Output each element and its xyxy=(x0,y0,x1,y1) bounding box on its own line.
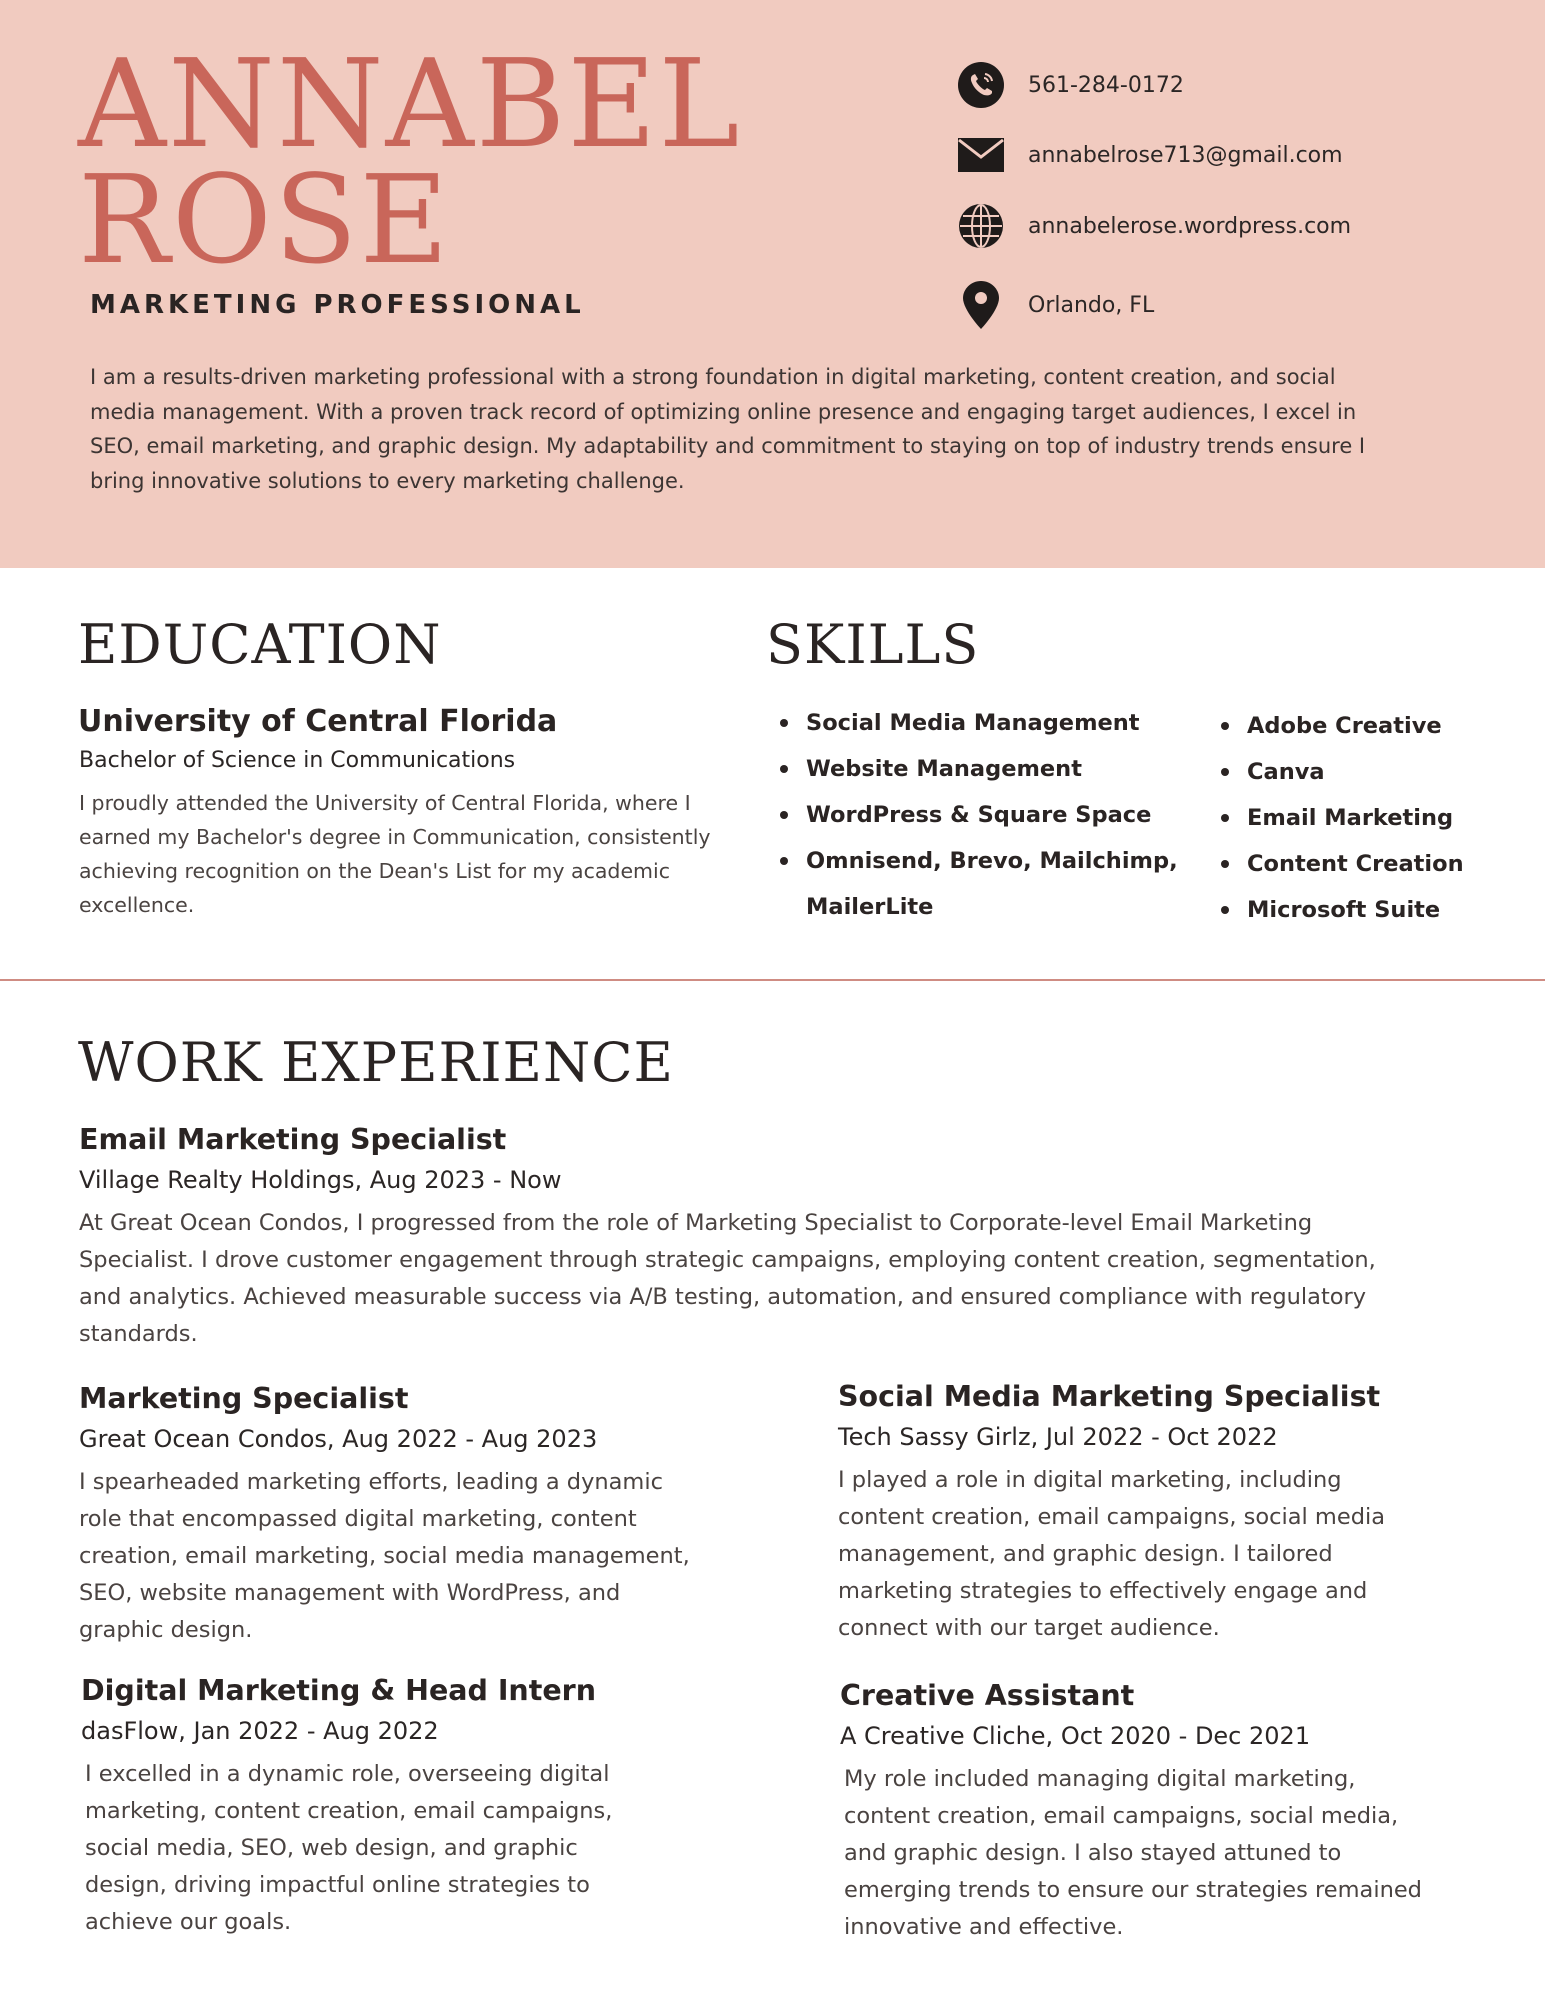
skills-list-right xyxy=(1219,703,1519,933)
name-last: ROSE xyxy=(78,149,451,291)
email-address[interactable]: annabelrose713@gmail.com xyxy=(1028,142,1343,168)
skill-item: WordPress & Square Space xyxy=(778,792,1198,838)
job-entry xyxy=(838,1378,1428,1647)
job-company-dates: A Creative Cliche, Oct 2020 - Dec 2021 xyxy=(840,1722,1311,1750)
profile-summary: I am a results-driven marketing professional with a strong foundation in digital marketing, content creation, and social media management. With a proven track record of optimizing online presence and engaging target audiences, I excel in SEO, email marketing, and graphic design. My adaptability and commitment to staying on top of industry trends ensure I bring innovative solutions to every marketing challenge. xyxy=(90,365,1366,493)
skill-item: Omnisend, Brevo, Mailchimp, MailerLite xyxy=(778,838,1198,930)
mail-icon xyxy=(956,130,1006,180)
job-entry xyxy=(79,1380,699,1649)
skill-item: Canva xyxy=(1219,749,1519,795)
job-title: Creative Assistant xyxy=(840,1679,1135,1712)
contact-website xyxy=(956,201,1351,251)
work-experience-heading: WORK EXPERIENCE xyxy=(78,1031,674,1094)
skills-heading: SKILLS xyxy=(766,613,980,676)
education-description: I proudly attended the University of Central Florida, where I earned my Bachelor's degree in Communication, consistently achieving recognition on the Dean's List for my academic excellence. xyxy=(79,791,711,917)
job-description: At Great Ocean Condos, I progressed from the role of Marketing Specialist to Corporate-level Email Marketing Specialist. I drove customer engagement through strategic campaigns, employing content creation, segmentation, and analytics. Achieved measurable success via A/B testing, automation, and ensured compliance with regulatory standards. xyxy=(79,1210,1376,1347)
phone-number[interactable]: 561-284-0172 xyxy=(1028,72,1184,98)
job-company-dates: Great Ocean Condos, Aug 2022 - Aug 2023 xyxy=(79,1425,598,1453)
contact-email xyxy=(956,130,1343,180)
skills-list-left xyxy=(778,700,1198,930)
website-url[interactable]: annabelerose.wordpress.com xyxy=(1028,213,1352,239)
job-description: My role included managing digital marketing, content creation, email campaigns, social media, and graphic design. I also stayed attuned to emerging trends to ensure our strategies remained innovative and effective. xyxy=(844,1766,1422,1940)
job-entry xyxy=(81,1672,661,1941)
education-degree: Bachelor of Science in Communications xyxy=(79,748,516,773)
contact-location xyxy=(956,280,1154,330)
candidate-name xyxy=(78,33,742,291)
job-title: Marketing Specialist xyxy=(79,1382,409,1415)
job-entry xyxy=(840,1677,1440,1946)
education-school: University of Central Florida xyxy=(78,704,558,739)
job-company-dates: Tech Sassy Girlz, Jul 2022 - Oct 2022 xyxy=(838,1423,1278,1451)
skill-item: Content Creation xyxy=(1219,841,1519,887)
job-title: MARKETING PROFESSIONAL xyxy=(90,290,585,320)
name-first: ANNABEL xyxy=(78,33,742,175)
skill-item: Email Marketing xyxy=(1219,795,1519,841)
education-heading: EDUCATION xyxy=(78,613,442,676)
skill-item: Microsoft Suite xyxy=(1219,887,1519,933)
location-text: Orlando, FL xyxy=(1028,292,1155,318)
header-banner xyxy=(0,0,1545,568)
skill-item: Website Management xyxy=(778,746,1198,792)
job-description: I excelled in a dynamic role, overseeing digital marketing, content creation, email campaigns, social media, SEO, web design, and graphic design, driving impactful online strategies to achieve our goals. xyxy=(85,1761,613,1935)
job-company-dates: dasFlow, Jan 2022 - Aug 2022 xyxy=(81,1717,439,1745)
job-title: Email Marketing Specialist xyxy=(79,1123,507,1156)
location-pin-icon xyxy=(956,280,1006,330)
job-title: Social Media Marketing Specialist xyxy=(838,1380,1381,1413)
skill-item: Adobe Creative xyxy=(1219,703,1519,749)
globe-icon xyxy=(956,201,1006,251)
contact-phone xyxy=(956,60,1184,110)
job-entry xyxy=(79,1121,1424,1353)
job-description: I played a role in digital marketing, including content creation, email campaigns, social media management, and graphic design. I tailored marketing strategies to effectively engage and connect with our target audience. xyxy=(838,1467,1386,1641)
job-description: I spearheaded marketing efforts, leading a dynamic role that encompassed digital marketing, content creation, email marketing, social media management, SEO, website management with WordPress, and graphic design. xyxy=(79,1469,690,1643)
phone-icon xyxy=(956,60,1006,110)
skill-item: Social Media Management xyxy=(778,700,1198,746)
job-title: Digital Marketing & Head Intern xyxy=(81,1674,597,1707)
section-divider xyxy=(0,979,1545,981)
job-company-dates: Village Realty Holdings, Aug 2023 - Now xyxy=(79,1166,562,1194)
